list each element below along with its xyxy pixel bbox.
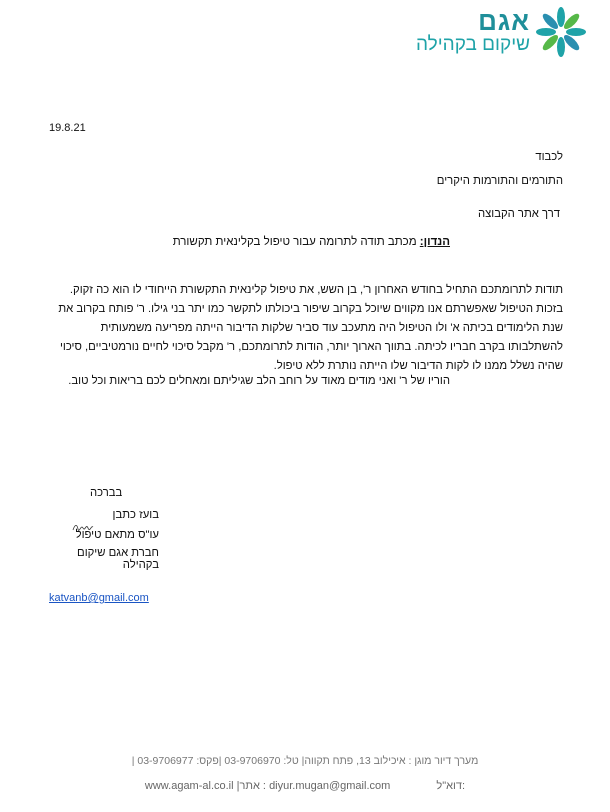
logo-tagline: שיקום בקהילה — [415, 34, 530, 55]
email-link[interactable]: katvanb@gmail.com — [49, 592, 149, 604]
addressee-names: התורמים והתורמות היקרים — [436, 175, 563, 187]
org-name: חברת אגם שיקום בקהילה — [77, 547, 159, 571]
footer-email[interactable]: diyur.mugan@gmail.com — [269, 780, 391, 792]
footer-site[interactable]: www.agam-al.co.il — [144, 780, 234, 792]
via-line: דרך אתר הקבוצה — [477, 208, 560, 220]
signature-block — [49, 509, 159, 571]
addressee-label: לכבוד — [535, 151, 563, 163]
company-logo — [378, 4, 588, 60]
letter-body — [58, 281, 563, 376]
body-line: להשתלבותו בקרב חבריו לכיתה. בתווך הארוך יותר, הודות לתרומתכם, ר' מקבל סיכוי לחיים נורמטיביים, סיכוי — [59, 341, 563, 353]
greeting: בברכה — [90, 487, 123, 499]
closing-line: הוריו של ר' ואני מודים מאוד על רוחב הלב שגיליתם ומאחלים לכם בריאות וכל טוב. — [68, 375, 450, 387]
footer-address: מערך דיור מוגן : איכילוב 13, פתח תקווה| טל: 03-9706970 |פקס: 03-9706977 | — [131, 755, 479, 767]
subject-text: מכתב תודה לתרומה עבור טיפול בקלינאית תקשורת — [172, 236, 420, 248]
footer-site-label: |אתר : — [236, 780, 266, 792]
logo-brand-name: אגם — [478, 6, 530, 36]
subject-label: הנדון: — [419, 236, 450, 248]
body-line: תודות לתרומתכם התחיל בחודש האחרון ר', בן השש, את טיפול קלינאית התקשורת הייחודי לו הוא כה זקוק. — [69, 284, 563, 296]
footer-contact — [0, 780, 610, 792]
body-line: שהיה נשלל ממנו לו לקות הדיבור שלו הייתה נותרת ללא טיפול. — [273, 360, 563, 372]
signer-title: עו"ס מתאם טיפול — [75, 529, 159, 541]
handwritten-signature-icon — [72, 522, 94, 532]
footer-email-label: דוא"ל: — [436, 780, 466, 792]
starburst-flower-icon — [534, 4, 588, 60]
body-line: שנת הלימודים בכיתה א' ולו הטיפול היה מתעכב עוד סביר שלקות הדיבור הייתה מפריעה משמעותית — [100, 322, 563, 334]
subject-line — [173, 233, 450, 252]
letter-date: 19.8.21 — [49, 122, 86, 134]
signer-name: בועז כתבן — [112, 509, 159, 521]
body-line: בזכות הטיפול שאפשרתם אנו מקווים שיוכל בקרוב שיפור ביכולתו לתקשר כמו יתר בני גילו. ר' פותח בקרוב את — [58, 303, 563, 315]
